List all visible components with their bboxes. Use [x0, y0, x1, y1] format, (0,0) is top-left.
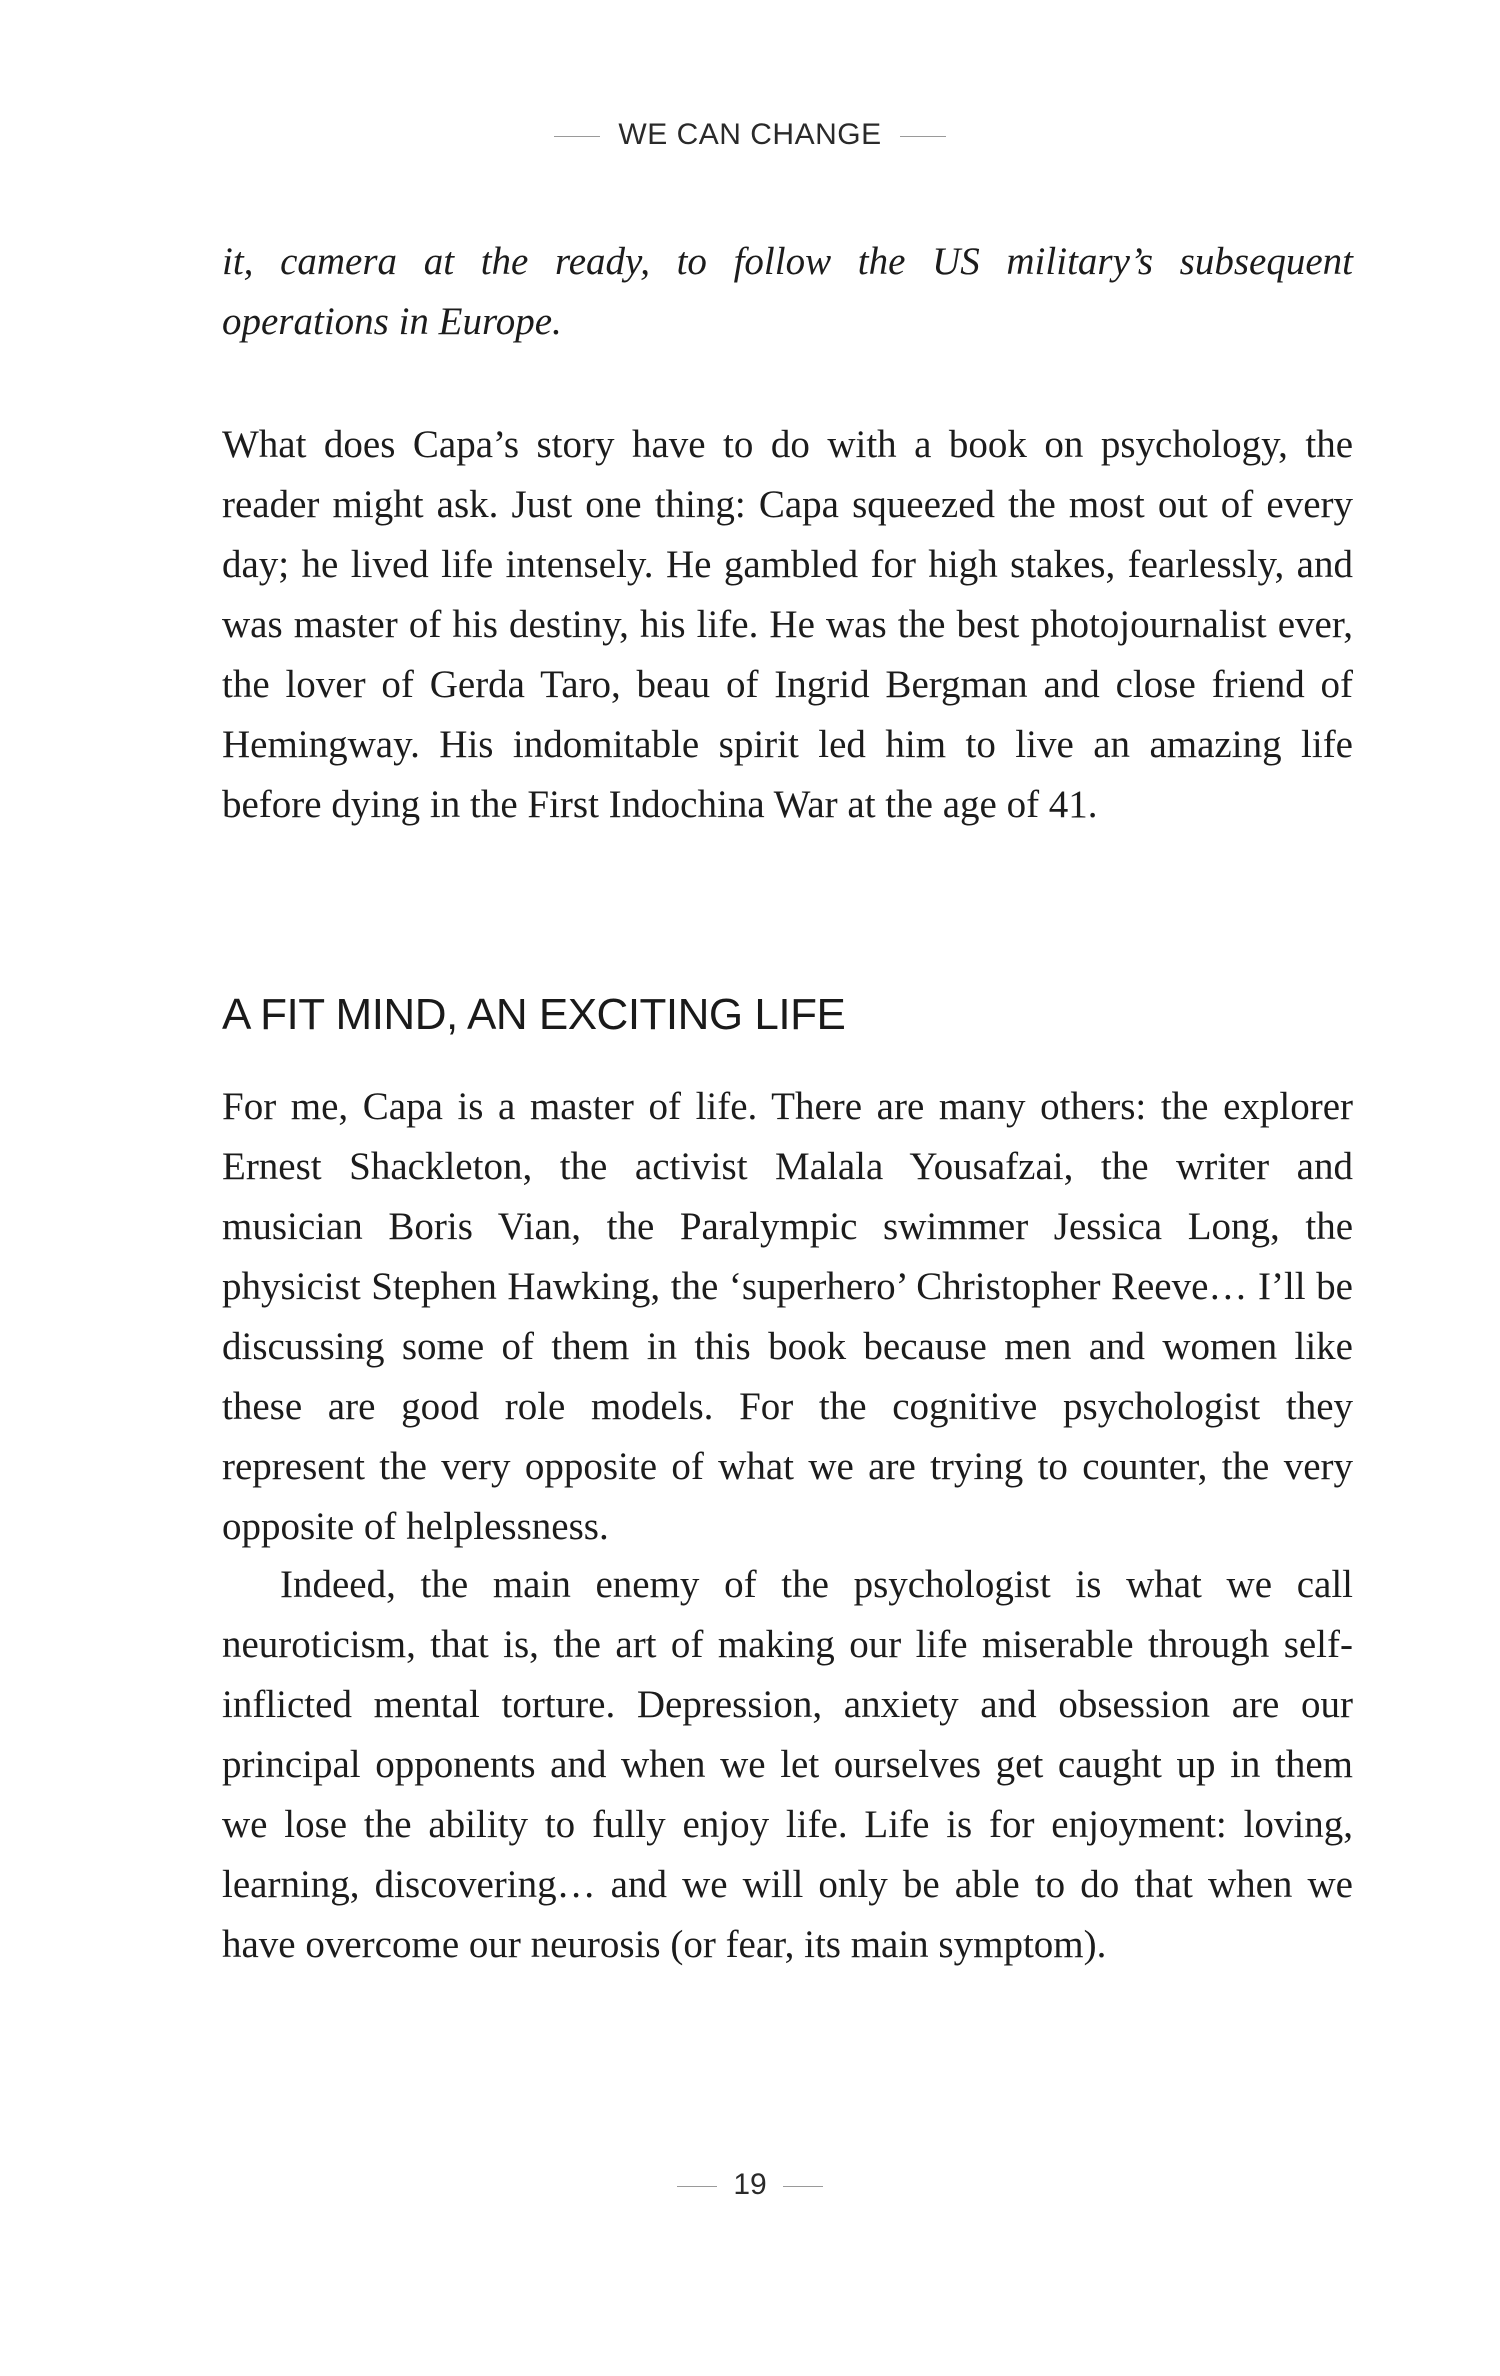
page-number: 19	[733, 2168, 767, 2201]
capa-story-paragraph: What does Capa’s story have to do with a book on psychology, the reader might ask. Just one thing: Capa squeezed the most out of every day; he lived life intensely. He gambled for high stakes, fearlessly, and was master of his destiny, his life. He was the best photojournalist ever, the lover of Gerda Taro, beau of Ingrid Bergman and close friend of Hemingway. His indomitable spirit led him to live an amazing life before dying in the First Indochina War at the age of 41.	[222, 423, 1353, 826]
masters-of-life-paragraph: For me, Capa is a master of life. There are many others: the explorer Ernest Shackleton, the activist Malala Yousafzai, the writer and musician Boris Vian, the Paralympic swimmer Jessica Long, the physicist Stephen Hawking, the ‘superhero’ Christopher Reeve… I’ll be discussing some of them in this book because men and women like these are good role models. For the cognitive psychologist they represent the very opposite of what we are trying to counter, the very opposite of helplessness.	[222, 1085, 1353, 1548]
italic-continuation-paragraph: it, camera at the ready, to follow the US military’s subsequent operations in Europe.	[222, 240, 1353, 343]
running-head-right-rule	[900, 136, 946, 137]
running-head	[0, 118, 1500, 152]
folio-left-rule	[677, 2186, 717, 2187]
page-footer	[0, 2168, 1500, 2202]
neuroticism-paragraph: Indeed, the main enemy of the psychologist is what we call neuroticism, that is, the art of making our life miserable through self-inflicted mental torture. Depression, anxiety and obsession are our principal opponents and when we let ourselves get caught up in them we lose the ability to fully enjoy life. Life is for enjoyment: loving, learning, discovering… and we will only be able to do that when we have overcome our neurosis (or fear, its main symptom).	[222, 1563, 1353, 1966]
running-head-left-rule	[554, 136, 600, 137]
folio-right-rule	[783, 2186, 823, 2187]
section-heading: A FIT MIND, AN EXCITING LIFE	[222, 990, 846, 1039]
running-head-title: WE CAN CHANGE	[618, 118, 882, 151]
